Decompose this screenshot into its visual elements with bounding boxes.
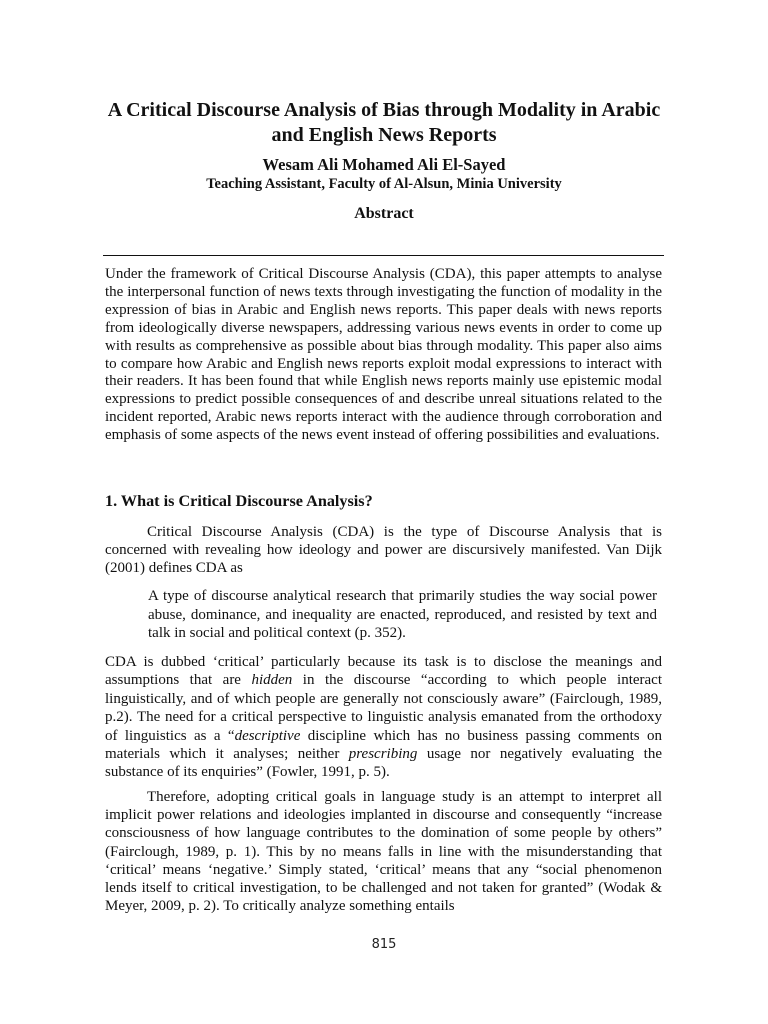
author-affiliation: Teaching Assistant, Faculty of Al-Alsun, Minia University — [206, 176, 562, 192]
paragraph-2 — [105, 653, 662, 782]
paragraph-2-text: in the discourse “according to which people interact linguistically, and of which people are generally not consciously aware” (Fairclough, 1989, p.2). The need for a critical perspective to linguistic analysis emanated from the orthodoxy of linguistics as a “ — [105, 672, 662, 744]
emphasis-descriptive: descriptive — [234, 727, 301, 744]
paragraph-2-text: CDA is dubbed ‘critical’ particularly because its task is to disclose the meanings and assumptions that are — [105, 654, 662, 689]
abstract-divider — [103, 255, 664, 256]
paragraph-1: Critical Discourse Analysis (CDA) is the type of Discourse Analysis that is concerned with revealing how ideology and power are discursively manifested. Van Dijk (2001) defines CDA as — [105, 524, 662, 577]
block-quote: A type of discourse analytical research that primarily studies the way social power abuse, dominance, and inequality are enacted, reproduced, and resisted by text and talk in social and political context (p. 352). — [148, 588, 657, 641]
paper-title: A Critical Discourse Analysis of Bias through Modality in Arabic and English News Reports — [107, 99, 661, 146]
section-heading: 1. What is Critical Discourse Analysis? — [105, 492, 373, 510]
abstract-heading: Abstract — [354, 205, 414, 222]
abstract-text: Under the framework of Critical Discourse Analysis (CDA), this paper attempts to analyse the interpersonal function of news texts through investigating the function of modality in the expression of bias in Arabic and English news reports. This paper deals with news reports from ideologically diverse newspapers, addressing various news events in order to come up with results as comprehensive as possible about bias through modality. This paper also aims to compare how Arabic and English news reports exploit modal expressions to interact with their readers. It has been found that while English news reports mainly use epistemic modal expressions to predict possible consequences of and describe unreal situations related to the incident reported, Arabic news reports interact with the audience through corroboration and emphasis of some aspects of the news event instead of offering possibilities and evaluations. — [105, 266, 662, 444]
emphasis-hidden: hidden — [251, 672, 293, 689]
paragraph-2-text: usage nor negatively evaluating the substance of its enquiries” (Fowler, 1991, p. 5). — [105, 746, 662, 781]
paragraph-2-text: discipline which has no business passing comments on materials which it analyses; neither — [105, 727, 662, 763]
author-name: Wesam Ali Mohamed Ali El-Sayed — [262, 155, 506, 174]
paragraph-3: Therefore, adopting critical goals in language study is an attempt to interpret all implicit power relations and ideologies implanted in discourse and consequently “increase consciousness of how language contributes to the domination of some people by others” (Fairclough, 1989, p. 1). This by no means falls in line with the misunderstanding that ‘critical’ means ‘negative.’ Simply stated, ‘critical’ means that any “social phenomenon lends itself to critical investigation, to be challenged and not taken for granted” (Wodak & Meyer, 2009, p. 2). To critically analyze something entails — [105, 789, 662, 915]
emphasis-prescribing: prescribing — [348, 746, 418, 763]
page-number: 815 — [371, 937, 397, 952]
